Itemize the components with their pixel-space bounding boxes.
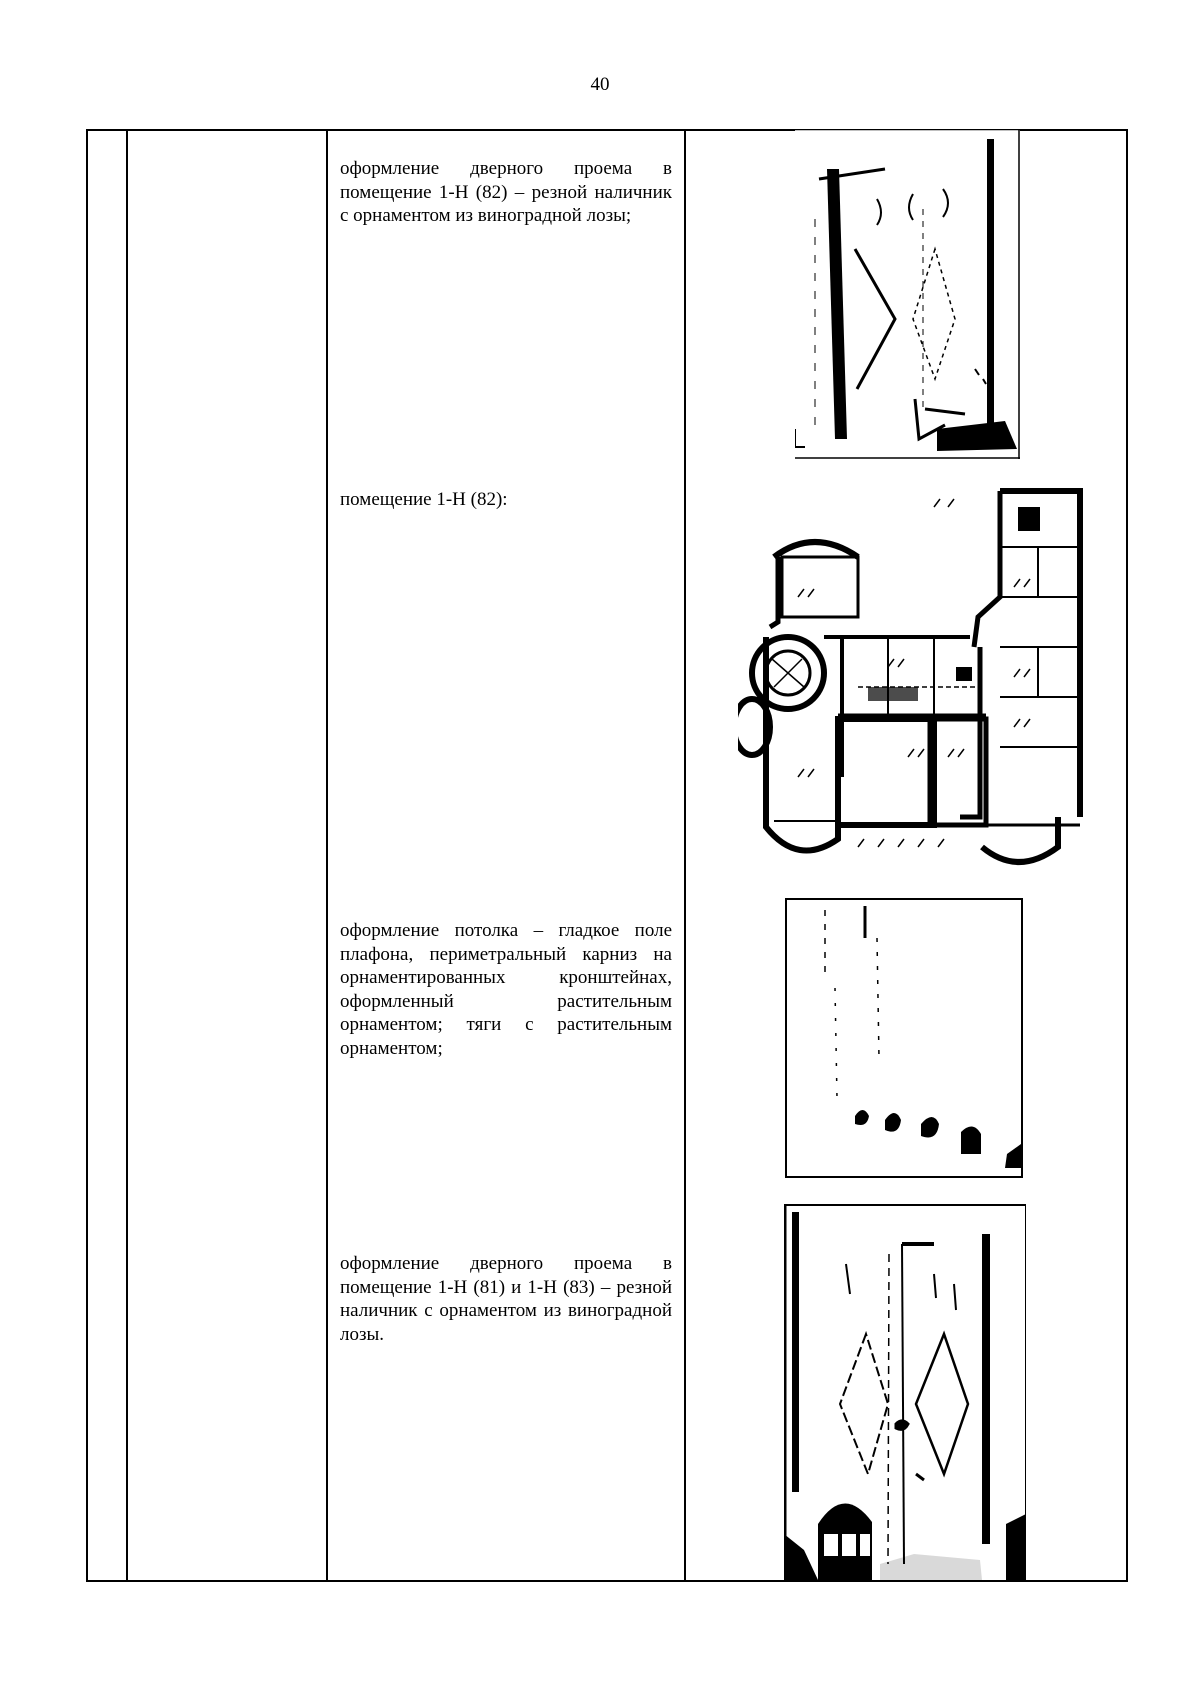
column-divider	[126, 129, 128, 1581]
column-divider	[86, 129, 88, 1581]
door-casing-photo-2	[784, 1204, 1026, 1580]
floor-plan-drawing	[738, 487, 1088, 872]
ceiling-cornice-photo	[785, 898, 1023, 1178]
column-divider	[684, 129, 686, 1581]
door-casing-photo-1	[795, 129, 1020, 459]
column-divider	[326, 129, 328, 1581]
description-ceiling	[340, 919, 672, 1060]
description-text: оформление дверного проема в помещение 1-Н (81) и 1-Н (83) – резной наличник с орнаментом из виноградной лозы.	[340, 1253, 672, 1345]
description-door-casing-81-83	[340, 1252, 672, 1346]
description-text: оформление дверного проема в помещение 1-Н (82) – резной наличник с орнаментом из виноградной лозы;	[340, 158, 672, 226]
description-text: помещение 1-Н (82):	[340, 489, 508, 510]
column-divider	[1126, 129, 1128, 1581]
table-bottom-border	[86, 1580, 1128, 1582]
description-text: оформление потолка – гладкое поле плафона, периметральный карниз на орнаментированных кронштейнах, оформленный растительным орнаментом; тяги с растительным орнаментом;	[340, 920, 672, 1059]
description-room-82	[340, 488, 672, 512]
page-number: 40	[590, 74, 610, 95]
description-door-casing-82	[340, 157, 672, 228]
